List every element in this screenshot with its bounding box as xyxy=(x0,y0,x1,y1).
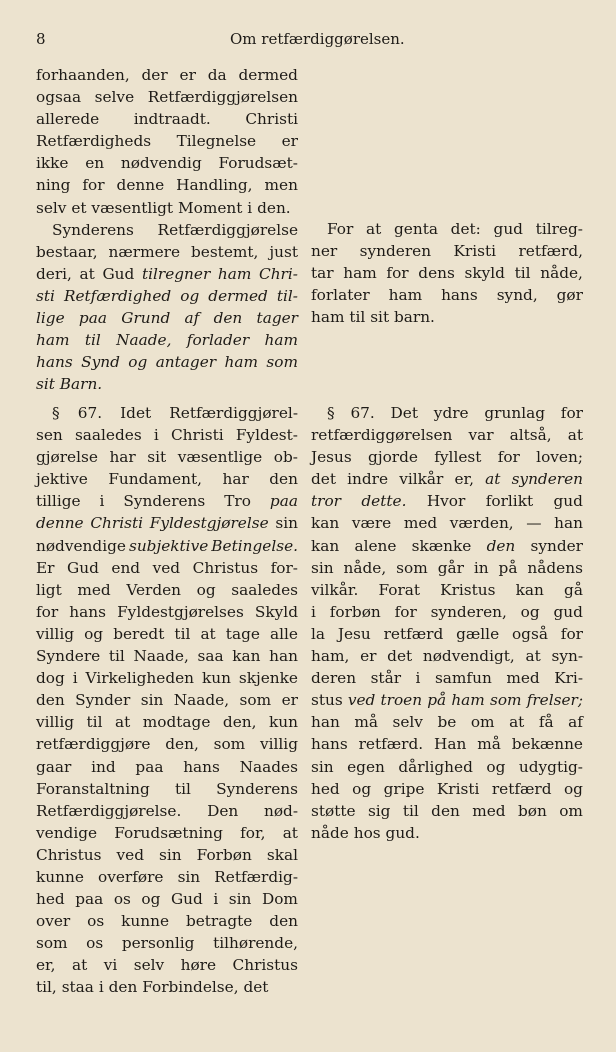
text-line: tror dette. Hvor forlikt gud xyxy=(311,492,583,511)
text-line: Synderens Retfærdiggjørelse xyxy=(52,220,298,239)
text-line: forhaanden, der er da dermed xyxy=(36,66,298,84)
text-line: sit Barn. xyxy=(36,375,103,394)
text-line: sin egen dårlighed og udygtig- xyxy=(311,757,583,776)
text-line: støtte sig til den med bøn om xyxy=(311,801,583,820)
text-line: Jesus gjorde fyllest for loven; xyxy=(311,448,583,467)
right-paragraph-1 xyxy=(311,218,583,328)
text-line: tar ham for dens skyld til nåde, xyxy=(311,264,583,283)
text-line: hans Synd og antager ham som xyxy=(36,353,298,372)
text-line: denne Christi Fyldestgjørelse sin xyxy=(36,514,298,533)
text-line: ikke en nødvendig Forudsæt- xyxy=(36,154,298,173)
text-line: det indre vilkår er, at synderen xyxy=(311,470,583,489)
text-line: retfærdiggjøre den, som villig xyxy=(36,735,298,754)
left-paragraph-1 xyxy=(36,64,298,219)
text-line: hed paa os og Gud i sin Dom xyxy=(36,890,298,909)
text-line: tillige i Synderens Tro paa xyxy=(36,492,298,511)
text-line: For at genta det: gud tilreg- xyxy=(327,220,583,238)
text-line: ham til sit barn. xyxy=(311,308,435,327)
right-paragraph-2 xyxy=(311,402,583,844)
text-line: hans retfærd. Han må bekænne xyxy=(311,735,583,754)
text-line: allerede indtraadt. Christi xyxy=(36,110,298,129)
text-line: dog i Virkeligheden kun skjenke xyxy=(36,669,298,688)
text-line: hed og gripe Kristi retfærd og xyxy=(311,779,583,798)
text-line: er, at vi selv høre Christus xyxy=(36,956,298,975)
text-line: Foranstaltning til Synderens xyxy=(36,779,298,798)
text-line: ligt med Verden og saaledes xyxy=(36,580,298,599)
page-header xyxy=(0,30,616,50)
text-line: ner synderen Kristi retfærd, xyxy=(311,242,583,261)
text-line: gjørelse har sit væsentlige ob- xyxy=(36,448,298,467)
text-line: for hans Fyldestgjørelses Skyld xyxy=(36,602,298,621)
text-line: jektive Fundament, har den xyxy=(36,470,298,489)
text-line: ning for denne Handling, men xyxy=(36,176,298,195)
text-line: forlater ham hans synd, gør xyxy=(311,286,583,305)
text-line: bestaar, nærmere bestemt, just xyxy=(36,242,298,261)
text-line: vendige Forudsætning for, at xyxy=(36,823,298,842)
text-line: deren står i samfun med Kri- xyxy=(311,669,583,688)
running-title: Om retfærdiggørelsen. xyxy=(230,30,405,48)
text-line: ogsaa selve Retfærdiggjørelsen xyxy=(36,88,298,107)
text-line: han må selv be om at få af xyxy=(311,713,583,732)
left-paragraph-2 xyxy=(36,219,298,396)
text-line: § 67. Det ydre grunlag for xyxy=(327,404,583,422)
text-line: stus ved troen på ham som frelser; xyxy=(311,691,583,710)
text-line: til, staa i den Forbindelse, det xyxy=(36,978,269,997)
text-line: § 67. Idet Retfærdiggjørel- xyxy=(52,404,298,422)
text-line: Retfærdigheds Tilegnelse er xyxy=(36,132,298,151)
text-line: nødvendige subjektive Betingelse. xyxy=(36,536,298,555)
text-line: lige paa Grund af den tager xyxy=(36,309,298,328)
right-column-new-spelling xyxy=(311,218,583,842)
page-number: 8 xyxy=(36,30,46,48)
text-line: ham til Naade, forlader ham xyxy=(36,331,298,350)
text-line: Christus ved sin Forbøn skal xyxy=(36,845,298,864)
text-line: gaar ind paa hans Naades xyxy=(36,757,298,776)
text-line: kan alene skænke den synder xyxy=(311,536,583,555)
text-line: ham, er det nødvendigt, at syn- xyxy=(311,647,583,666)
text-line: i forbøn for synderen, og gud xyxy=(311,602,583,621)
text-line: villig og beredt til at tage alle xyxy=(36,624,298,643)
text-line: la Jesu retfærd gælle også for xyxy=(311,624,583,643)
text-line: sin nåde, som går in på nådens xyxy=(311,558,583,577)
text-line: sti Retfærdighed og dermed til- xyxy=(36,286,298,305)
text-line: den Synder sin Naade, som er xyxy=(36,691,298,710)
left-column-old-spelling xyxy=(36,64,298,997)
text-line: vilkår. Forat Kristus kan gå xyxy=(311,580,583,599)
text-line: Er Gud end ved Christus for- xyxy=(36,558,298,577)
text-line: villig til at modtage den, kun xyxy=(36,713,298,732)
text-line: kan være med værden, — han xyxy=(311,514,583,533)
left-paragraph-3 xyxy=(36,402,298,999)
text-line: kunne overføre sin Retfærdig- xyxy=(36,867,298,886)
text-line: Syndere til Naade, saa kan han xyxy=(36,647,298,666)
text-line: retfærdiggørelsen var altså, at xyxy=(311,426,583,445)
text-line: som os personlig tilhørende, xyxy=(36,934,298,953)
text-line: Retfærdiggjørelse. Den nød- xyxy=(36,801,298,820)
text-line: nåde hos gud. xyxy=(311,823,420,842)
text-line: selv et væsentligt Moment i den. xyxy=(36,198,291,217)
text-line: over os kunne betragte den xyxy=(36,912,298,931)
text-line: deri, at Gud tilregner ham Chri- xyxy=(36,264,298,283)
text-line: sen saaledes i Christi Fyldest- xyxy=(36,426,298,445)
